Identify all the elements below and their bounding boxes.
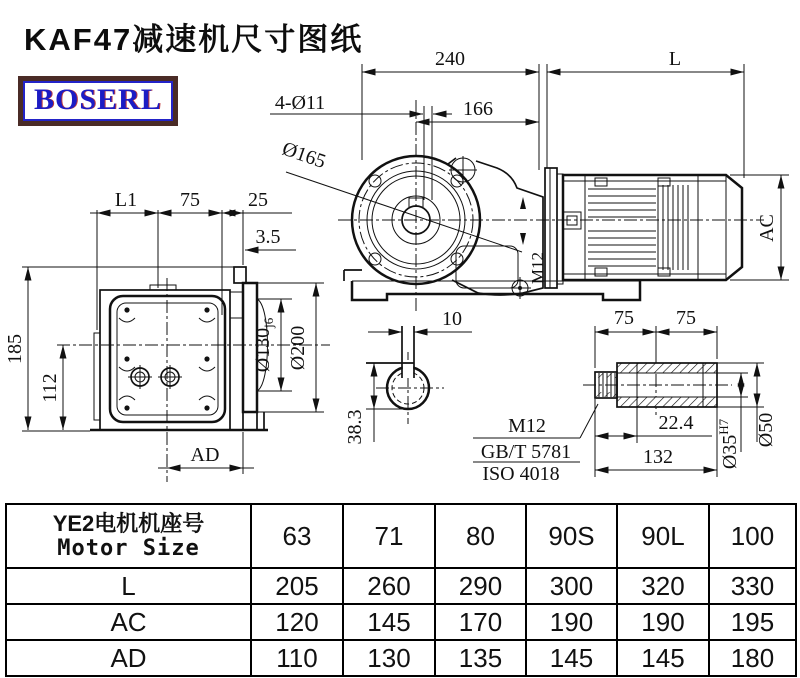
dim-112: 112	[39, 373, 61, 403]
motor-size-80: 80	[435, 504, 526, 568]
row-label-AC: AC	[6, 604, 251, 640]
dim-75b: 75	[676, 307, 696, 329]
dim-key-width: 10	[442, 308, 462, 330]
dim-22-4: 22.4	[658, 412, 694, 434]
dim-bolt-holes: 4-Ø11	[274, 92, 326, 114]
dim-spigot-diameter: $Ø130_{j6}$	[252, 317, 276, 373]
L-80: 290	[435, 568, 526, 604]
AD-100: 180	[709, 640, 796, 676]
boserl-logo	[18, 76, 178, 126]
table-row-AD	[6, 640, 796, 676]
motor-size-63: 63	[251, 504, 343, 568]
side-view-drawing	[57, 267, 330, 482]
dim-od50: Ø50	[755, 412, 777, 448]
boserl-logo-text: BOSERL	[34, 83, 162, 116]
dim-AD: AD	[190, 444, 220, 466]
dim-75-side: 75	[180, 189, 200, 211]
motor-size-71: 71	[343, 504, 435, 568]
dim-240: 240	[435, 48, 465, 70]
page-title: KAF47减速机尺寸图纸	[24, 22, 364, 57]
L-90S: 300	[526, 568, 617, 604]
AD-63: 110	[251, 640, 343, 676]
dim-AC: AC	[756, 214, 778, 242]
dim-key-height: 38.3	[344, 409, 366, 445]
motor-size-100: 100	[709, 504, 796, 568]
thread-label-m12: M12	[508, 415, 546, 437]
bolt-label-m12: M12	[528, 251, 547, 285]
side-view-dimensions	[4, 189, 324, 474]
oil-plugs	[128, 365, 182, 389]
L-71: 260	[343, 568, 435, 604]
AD-71: 130	[343, 640, 435, 676]
dim-75a: 75	[614, 307, 634, 329]
AD-90L: 145	[617, 640, 709, 676]
L-63: 205	[251, 568, 343, 604]
dim-L: L	[668, 48, 682, 70]
table-header-label	[6, 504, 251, 568]
cover-bolts	[119, 307, 215, 410]
motor-size-table	[5, 503, 797, 677]
header-chinese: YE2电机机座号	[52, 510, 205, 536]
dim-25: 25	[248, 189, 268, 211]
dim-132: 132	[643, 446, 673, 468]
row-label-AD: AD	[6, 640, 251, 676]
shaft-section-drawing	[344, 308, 472, 445]
header-english: Motor Size	[57, 536, 200, 561]
table-header-row	[6, 504, 796, 568]
standard-iso: ISO 4018	[482, 463, 560, 485]
motor-size-90L: 90L	[617, 504, 709, 568]
dim-3-5: 3.5	[255, 226, 281, 248]
thread-lines	[599, 373, 615, 397]
AC-71: 145	[343, 604, 435, 640]
AC-100: 195	[709, 604, 796, 640]
L-90L: 320	[617, 568, 709, 604]
row-label-L: L	[6, 568, 251, 604]
front-view-dimensions	[270, 48, 789, 284]
AD-90S: 145	[526, 640, 617, 676]
standard-gb: GB/T 5781	[480, 441, 572, 463]
shaft-side-drawing	[473, 307, 777, 485]
AC-63: 120	[251, 604, 343, 640]
motor-size-90S: 90S	[526, 504, 617, 568]
dim-flange-od: Ø200	[287, 325, 309, 371]
table-row-L	[6, 568, 796, 604]
dim-166: 166	[463, 98, 493, 120]
dim-flange-diameter: Ø165	[279, 137, 329, 173]
front-view-drawing	[338, 100, 764, 312]
AC-90L: 190	[617, 604, 709, 640]
AD-80: 135	[435, 640, 526, 676]
dim-L1: L1	[114, 189, 138, 211]
L-100: 330	[709, 568, 796, 604]
motor-fins	[588, 185, 688, 270]
boserl-logo-frame	[23, 81, 173, 121]
dim-185: 185	[4, 334, 26, 364]
AC-90S: 190	[526, 604, 617, 640]
dim-bore-diameter: $Ø35^{H7}$	[716, 418, 741, 470]
table-row-AC	[6, 604, 796, 640]
AC-80: 170	[435, 604, 526, 640]
